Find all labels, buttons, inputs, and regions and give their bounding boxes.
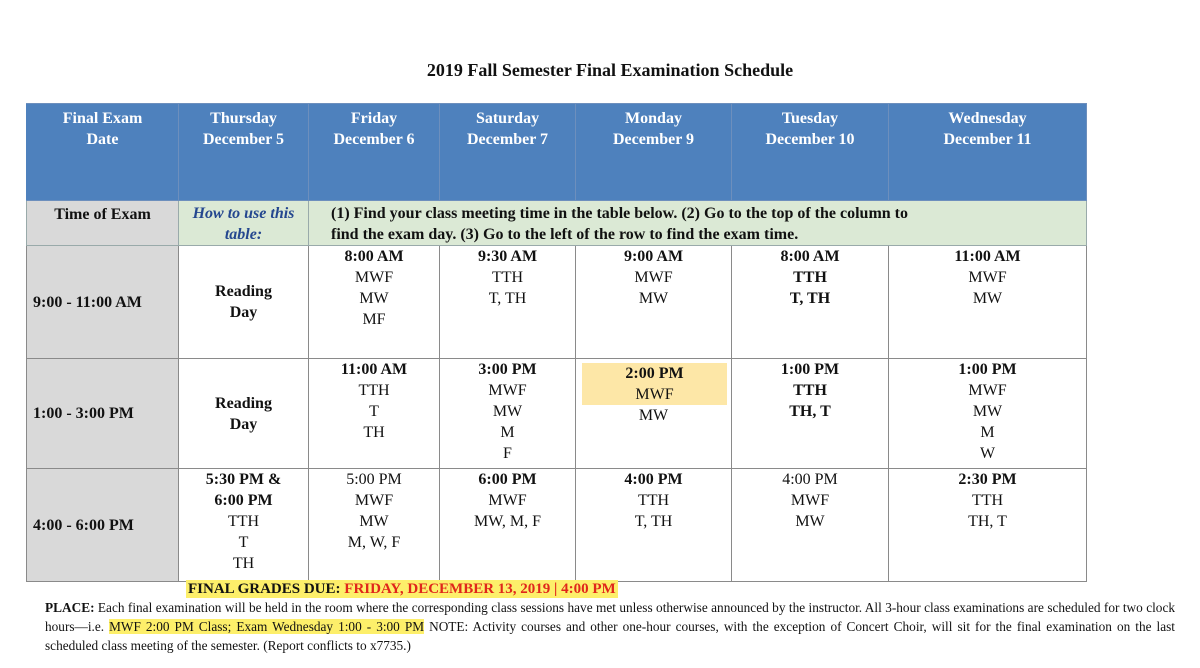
slot-cell: 11:00 AM TTH T TH [309, 359, 440, 469]
highlighted-slot-cell: 2:00 PM MWF MW [576, 359, 732, 469]
slot-cell: 4:00 PM TTH T, TH [576, 469, 732, 582]
slot-cell: 8:00 AM MWF MW MF [309, 246, 440, 359]
slot-cell: 6:00 PM MWF MW, M, F [440, 469, 576, 582]
reading-day-cell: Reading Day [179, 359, 309, 469]
slot-cell: 9:30 AM TTH T, TH [440, 246, 576, 359]
slot-cell: 1:00 PM TTH TH, T [732, 359, 889, 469]
slot-cell: 5:00 PM MWF MW M, W, F [309, 469, 440, 582]
reading-day-cell: Reading Day [179, 246, 309, 359]
highlight-box: 2:00 PM MWF [582, 363, 727, 405]
grades-due-date: FRIDAY, DECEMBER 13, 2019 | 4:00 PM [344, 581, 616, 597]
exam-schedule-table [26, 103, 1087, 582]
final-grades-due: FINAL GRADES DUE: FRIDAY, DECEMBER 13, 2019 | 4:00 PM [188, 581, 616, 597]
time-of-exam-header: Time of Exam [27, 201, 179, 246]
exam-time: 9:00 - 11:00 AM [27, 246, 179, 359]
slot-cell: 11:00 AM MWF MW [889, 246, 1087, 359]
table-row [27, 359, 1087, 469]
header-row [27, 104, 1087, 201]
slot-cell: 3:00 PM MWF MW M F [440, 359, 576, 469]
header-wednesday: Wednesday December 11 [889, 104, 1087, 201]
header-saturday: Saturday December 7 [440, 104, 576, 201]
exam-time: 1:00 - 3:00 PM [27, 359, 179, 469]
slot-cell: 1:00 PM MWF MW M W [889, 359, 1087, 469]
header-tuesday: Tuesday December 10 [732, 104, 889, 201]
header-label: Final Exam Date [27, 104, 179, 201]
header-thursday: Thursday December 5 [179, 104, 309, 201]
table-row [27, 469, 1087, 582]
slot-cell: 4:00 PM MWF MW [732, 469, 889, 582]
exam-time: 4:00 - 6:00 PM [27, 469, 179, 582]
page-title: 2019 Fall Semester Final Examination Schedule [426, 60, 794, 80]
header-monday: Monday December 9 [576, 104, 732, 201]
howto-row [27, 201, 1087, 246]
slot-cell: 2:30 PM TTH TH, T [889, 469, 1087, 582]
note-highlight: MWF 2:00 PM Class; Exam Wednesday 1:00 - 3:00 PM [109, 619, 425, 634]
table-row [27, 246, 1087, 359]
header-friday: Friday December 6 [309, 104, 440, 201]
howto-label: How to use this table: [179, 201, 309, 246]
slot-cell: 9:00 AM MWF MW [576, 246, 732, 359]
slot-cell: 8:00 AM TTH T, TH [732, 246, 889, 359]
place-note: PLACE: Each final examination will be held in the room where the corresponding class sessions have met unless otherwise announced by the instructor. All 3-hour class examinations are scheduled for two clock hours—i.e. MWF 2:00 PM Class; Exam Wednesday 1:00 - 3:00 PM NOTE: Activity courses and other one-hour courses, with the exception of Concert Choir, will sit for the final examination on the last scheduled class meeting of the semester. (Report conflicts to x7735.) [45, 600, 1175, 653]
howto-instructions: (1) Find your class meeting time in the table below. (2) Go to the top of the column to find the exam day. (3) Go to the left of the row to find the exam time. [309, 201, 1087, 246]
slot-cell: 5:30 PM & 6:00 PM TTH T TH [179, 469, 309, 582]
